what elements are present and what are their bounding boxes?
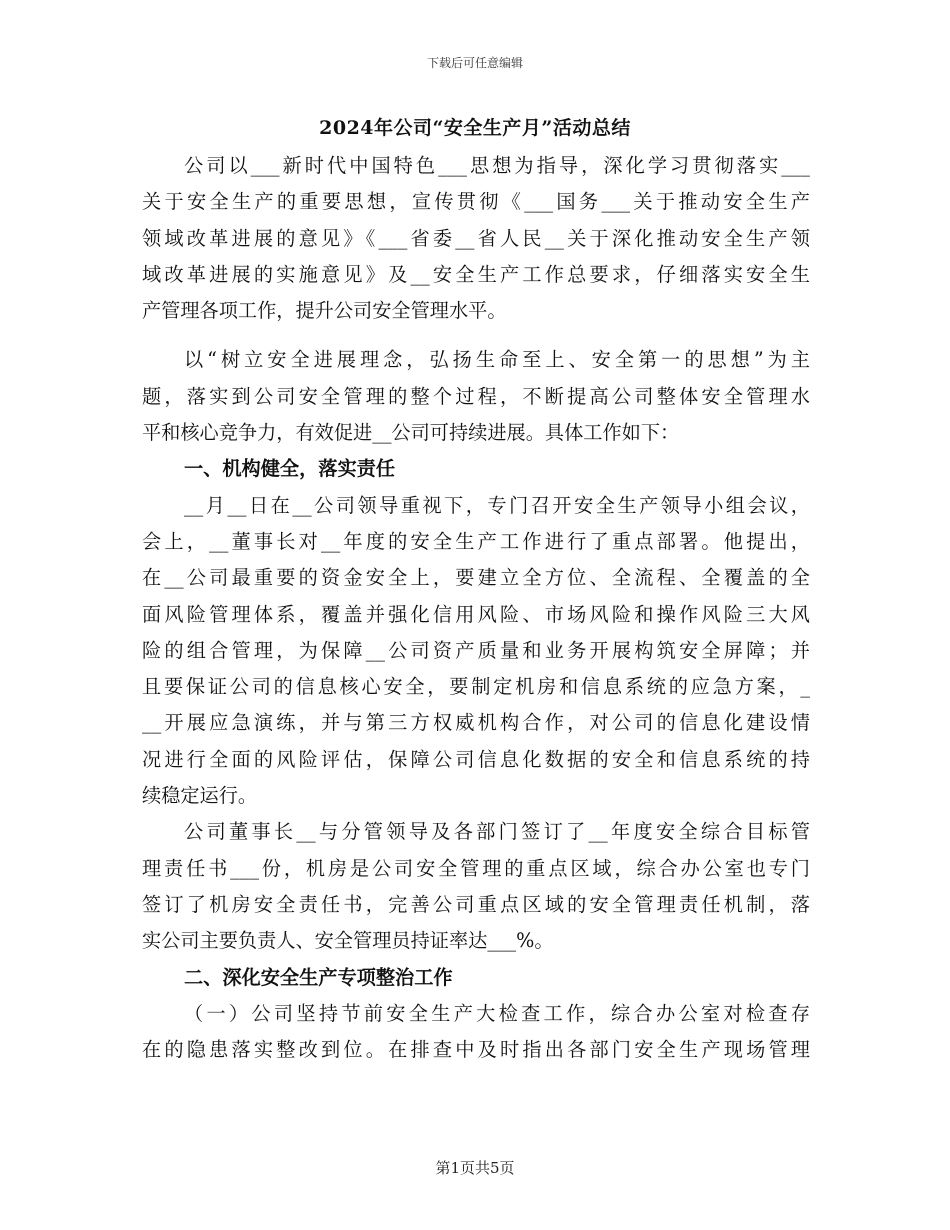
text-line: 实公司主要负责人、安全管理员持证率达___%。 xyxy=(142,929,554,953)
text-line: 续稳定运行。 xyxy=(142,784,258,808)
text-line: 理责任书___份，机房是公司安全管理的重点区域，综合办公室也专门 xyxy=(142,856,810,880)
text-line: 平和核心竞争力，有效促进__公司可持续进展。具体工作如下： xyxy=(142,421,680,445)
paragraph-spacer xyxy=(142,329,810,342)
text-line: 险的组合管理，为保障__公司资产质量和业务开展构筑安全屏障；并 xyxy=(142,638,810,662)
text-line: 况进行全面的风险评估，保障公司信息化数据的安全和信息系统的持 xyxy=(142,747,810,771)
text-line: 签订了机房安全责任书，完善公司重点区域的安全管理责任机制，落 xyxy=(142,892,810,916)
page-footer-number: 第1页共5页 xyxy=(435,1159,515,1177)
text-line: 领域改革进展的意见》《___省委__省人民__关于深化推动安全生产领 xyxy=(142,226,810,250)
text-line: （一）公司坚持节前安全生产大检查工作，综合办公室对检查存 xyxy=(184,1001,810,1025)
document-body xyxy=(142,148,810,1068)
text-line: 关于安全生产的重要思想，宣传贯彻《___国务___关于推动安全生产 xyxy=(142,190,810,214)
text-line: 域改革进展的实施意见》及__安全生产工作总要求，仔细落实安全生 xyxy=(142,262,810,286)
text-line: 公司董事长__与分管领导及各部门签订了__年度安全综合目标管 xyxy=(184,820,810,844)
text-line: 题，落实到公司安全管理的整个过程，不断提高公司整体安全管理水 xyxy=(142,384,810,408)
text-line: 在__公司最重要的资金安全上，要建立全方位、全流程、全覆盖的全 xyxy=(142,566,810,590)
text-line: 公司以___新时代中国特色___思想为指导，深化学习贯彻落实___ xyxy=(184,154,810,177)
page-header-note: 下载后可任意编辑 xyxy=(426,56,523,70)
text-line: __开展应急演练，并与第三方权威机构合作，对公司的信息化建设情 xyxy=(142,711,810,735)
text-line: __月__日在__公司领导重视下，专门召开安全生产领导小组会议， xyxy=(184,493,810,517)
text-line: 在的隐患落实整改到位。在排查中及时指出各部门安全生产现场管理 xyxy=(142,1038,810,1062)
document-title: 2024年公司“安全生产月”活动总结 xyxy=(319,117,631,139)
section-heading: 二、深化安全生产专项整治工作 xyxy=(184,965,453,989)
text-line: 面风险管理体系，覆盖并强化信用风险、市场风险和操作风险三大风 xyxy=(142,602,810,626)
section-heading: 一、机构健全，落实责任 xyxy=(184,457,396,481)
text-line: 以“树立安全进展理念，弘扬生命至上、安全第一的思想”为主 xyxy=(184,348,810,372)
text-line: 会上，__董事长对__年度的安全生产工作进行了重点部署。他提出， xyxy=(142,529,810,553)
text-line: 产管理各项工作，提升公司安全管理水平。 xyxy=(142,299,507,323)
text-line: 且要保证公司的信息核心安全，要制定机房和信息系统的应急方案，_ xyxy=(142,675,810,699)
